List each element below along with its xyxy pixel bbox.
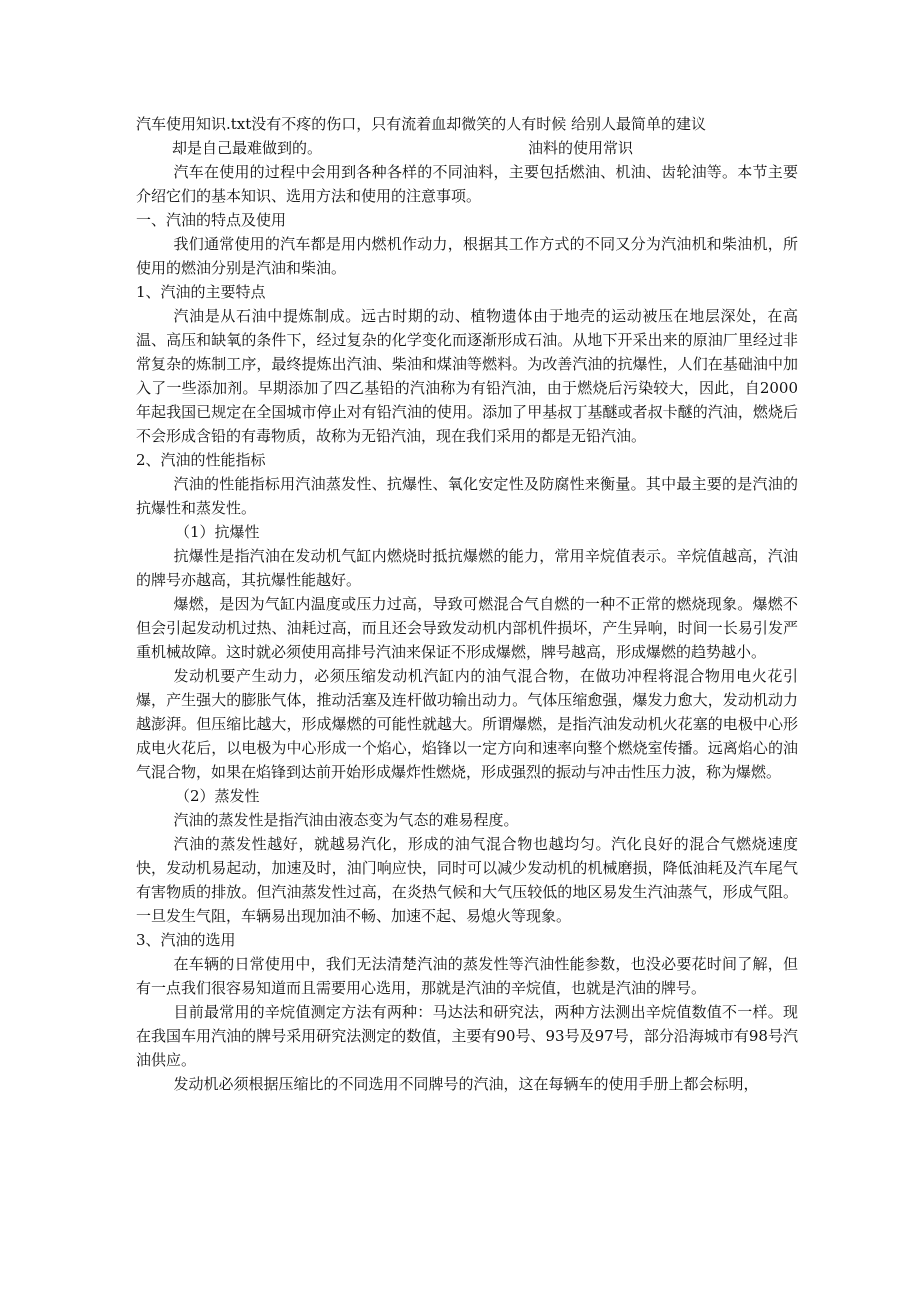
- sub-heading-volatility: （2）蒸发性: [175, 787, 260, 805]
- intro-paragraph: 汽车在使用的过程中会用到各种各样的不同油料，主要包括燃油、机油、齿轮油等。本节主要介绍它们的基本知识、选用方法和使用的注意事项。: [136, 163, 798, 205]
- document-page: [136, 112, 798, 1096]
- sub-heading-antiknock: （1）抗爆性: [175, 523, 260, 541]
- antiknock-paragraph-1: 抗爆性是指汽油在发动机气缸内燃烧时抵抗爆燃的能力，常用辛烷值表示。辛烷值越高，汽油的牌号亦越高，其抗爆性能越好。: [136, 547, 798, 589]
- subsection-heading-2: 2、汽油的性能指标: [136, 451, 266, 469]
- subsection-heading-3: 3、汽油的选用: [136, 931, 236, 949]
- header-line-2-left: 却是自己最难做到的。: [172, 139, 323, 157]
- antiknock-paragraph-2: 爆燃，是因为气缸内温度或压力过高，导致可燃混合气自燃的一种不正常的燃烧现象。爆燃不但会引起发动机过热、油耗过高，而且还会导致发动机内部机件损坏，产生异响，时间一长易引发严重机械故障。这时就必须使用高排号汽油来保证不形成爆燃，牌号越高，形成爆燃的趋势越小。: [136, 595, 798, 661]
- selection-paragraph-2: 目前最常用的辛烷值测定方法有两种：马达法和研究法，两种方法测出辛烷值数值不一样。现在我国车用汽油的牌号采用研究法测定的数值，主要有90号、93号及97号，部分沿海城市有98号汽油供应。: [136, 1003, 798, 1069]
- antiknock-paragraph-3: 发动机要产生动力，必须压缩发动机汽缸内的油气混合物，在做功冲程将混合物用电火花引爆，产生强大的膨胀气体，推动活塞及连杆做功输出动力。气体压缩愈强，爆发力愈大，发动机动力越澎湃。但压缩比越大，形成爆燃的可能性就越大。所谓爆燃，是指汽油发动机火花塞的电极中心形成电火花后，以电极为中心形成一个焰心，焰锋以一定方向和速率向整个燃烧室传播。远离焰心的油气混合物，如果在焰锋到达前开始形成爆炸性燃烧，形成强烈的振动与冲击性压力波，称为爆燃。: [136, 667, 798, 781]
- section1-intro: 我们通常使用的汽车都是用内燃机作动力，根据其工作方式的不同又分为汽油机和柴油机，所使用的燃油分别是汽油和柴油。: [136, 235, 798, 277]
- selection-paragraph-1: 在车辆的日常使用中，我们无法清楚汽油的蒸发性等汽油性能参数，也没必要花时间了解，但有一点我们很容易知道而且需要用心选用，那就是汽油的辛烷值，也就是汽油的牌号。: [136, 955, 798, 997]
- subsection-heading-1: 1、汽油的主要特点: [136, 283, 266, 301]
- section-heading-1: 一、汽油的特点及使用: [136, 211, 287, 229]
- header-line-1: 汽车使用知识.txt没有不疼的伤口，只有流着血却微笑的人有时候 给别人最简单的建议: [136, 115, 707, 133]
- header-line-2: [136, 136, 798, 160]
- volatility-paragraph-2: 汽油的蒸发性越好，就越易汽化，形成的油气混合物也越均匀。汽化良好的混合气燃烧速度快，发动机易起动，加速及时，油门响应快，同时可以减少发动机的机械磨损，降低油耗及汽车尾气有害物质的排放。但汽油蒸发性过高，在炎热气候和大气压较低的地区易发生汽油蒸气，形成气阻。一旦发生气阻，车辆易出现加油不畅、加速不起、易熄火等现象。: [136, 835, 798, 925]
- part1-paragraph: 汽油是从石油中提炼制成。远古时期的动、植物遗体由于地壳的运动被压在地层深处，在高温、高压和缺氧的条件下，经过复杂的化学变化而逐渐形成石油。从地下开采出来的原油厂里经过非常复杂的炼制工序，最终提炼出汽油、柴油和煤油等燃料。为改善汽油的抗爆性，人们在基础油中加入了一些添加剂。早期添加了四乙基铅的汽油称为有铅汽油，由于燃烧后污染较大，因此，自2000年起我国已规定在全国城市停止对有铅汽油的使用。添加了甲基叔丁基醚或者叔卡醚的汽油，燃烧后不会形成含铅的有毒物质，故称为无铅汽油，现在我们采用的都是无铅汽油。: [136, 307, 798, 445]
- selection-paragraph-3: 发动机必须根据压缩比的不同选用不同牌号的汽油，这在每辆车的使用手册上都会标明，: [173, 1075, 759, 1093]
- document-title: 油料的使用常识: [528, 139, 634, 157]
- part2-paragraph: 汽油的性能指标用汽油蒸发性、抗爆性、氧化安定性及防腐性来衡量。其中最主要的是汽油的抗爆性和蒸发性。: [136, 475, 798, 517]
- volatility-paragraph-1: 汽油的蒸发性是指汽油由液态变为气态的难易程度。: [173, 811, 519, 829]
